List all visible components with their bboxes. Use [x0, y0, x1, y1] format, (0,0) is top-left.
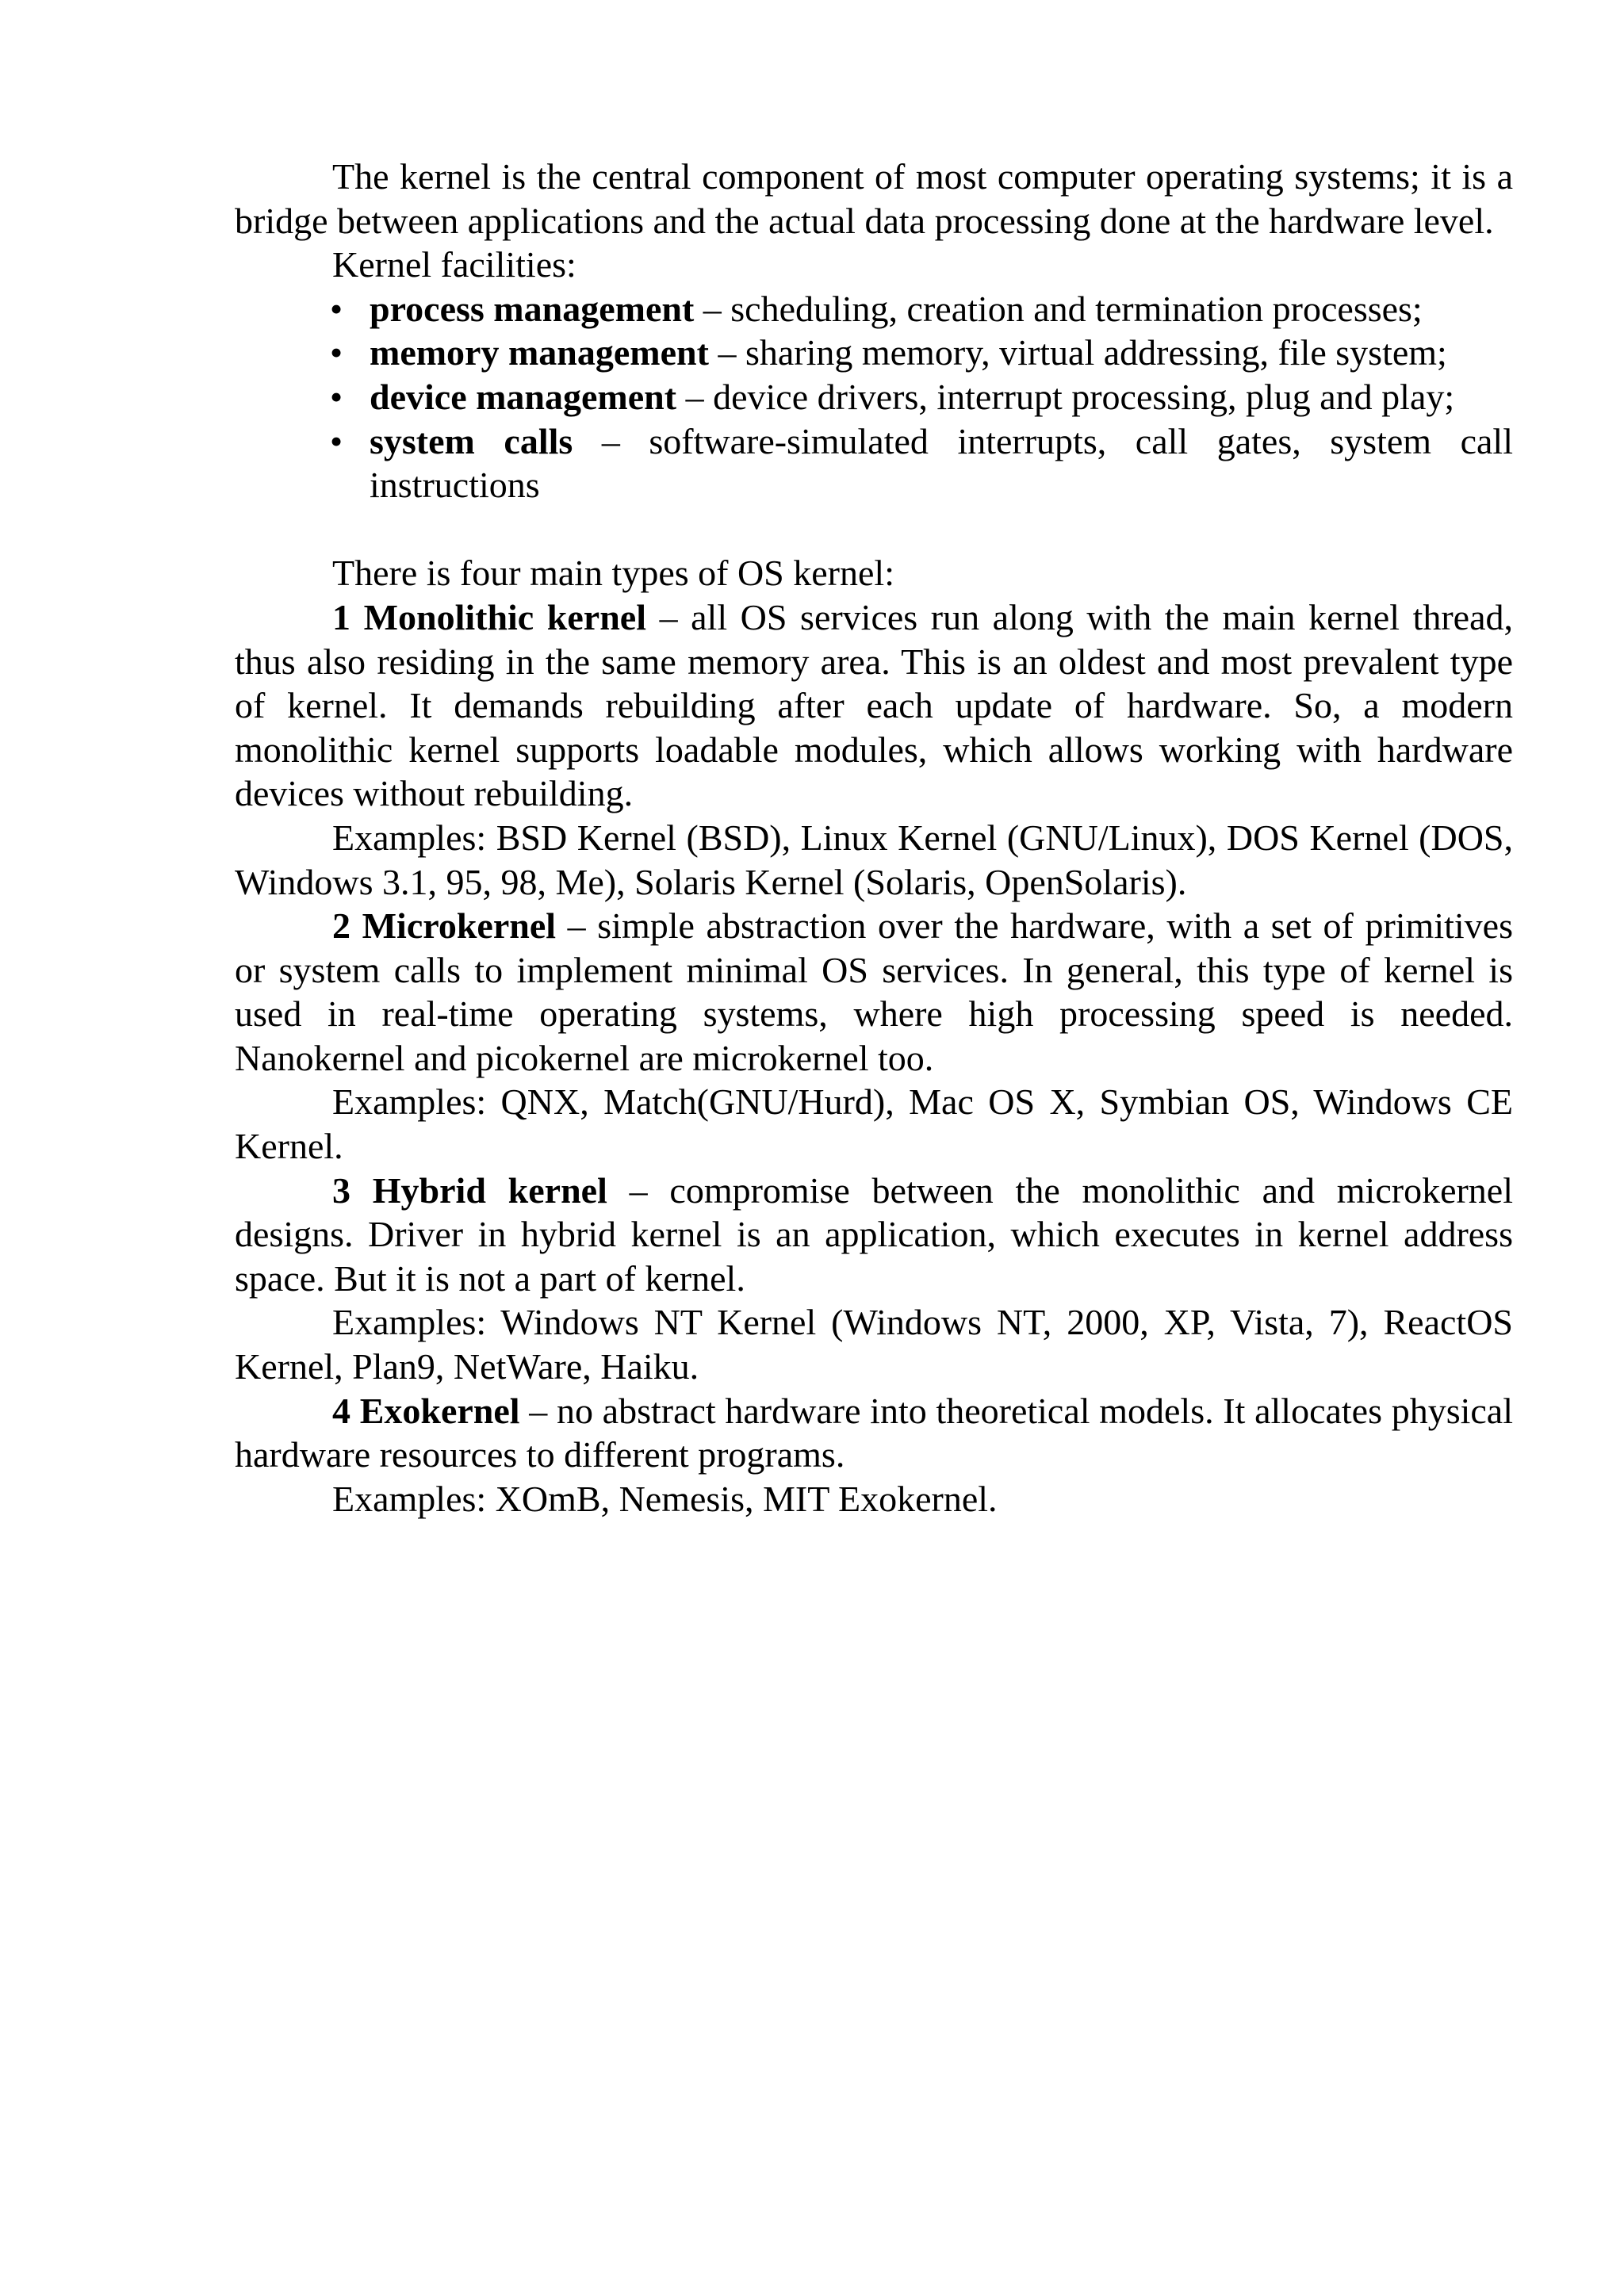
- types-heading: There is four main types of OS kernel:: [332, 553, 894, 594]
- kernel-desc: – simple abstraction over the hardware, with a set of primitives or system calls to implement minimal OS services. In general, this type of kernel is used in real-time operating systems, where high processing speed is needed. Nanokernel and picokernel are microkernel too.: [235, 905, 1513, 1078]
- intro-paragraph: The kernel is the central component of most computer operating systems; it is a bridge between applications and the actual data processing done at the hardware level.: [235, 156, 1513, 241]
- kernel-examples: Examples: XOmB, Nemesis, MIT Exokernel.: [332, 1478, 998, 1519]
- kernel-term: 4 Exokernel: [332, 1390, 520, 1431]
- kernel-desc: – all OS services run along with the main kernel thread, thus also residing in the same memory area. This is an oldest and most prevalent type of kernel. It demands rebuilding after each update of hardware. So, a modern monolithic kernel supports loadable modules, which allows working with hardware devices without rebuilding.: [235, 596, 1513, 814]
- facility-term: process management: [370, 288, 695, 329]
- document-page: [235, 155, 1513, 1521]
- kernel-type-microkernel: [235, 904, 1513, 1080]
- section-spacer: [235, 507, 1513, 552]
- bullet-icon: •: [330, 288, 343, 329]
- kernel-term: 2 Microkernel: [332, 905, 557, 947]
- kernel-type-exokernel: [235, 1389, 1513, 1477]
- kernel-term: 1 Monolithic kernel: [332, 596, 646, 637]
- facility-term: device management: [370, 376, 677, 417]
- kernel-type-hybrid: [235, 1169, 1513, 1301]
- list-item: [330, 419, 1513, 507]
- bullet-icon: •: [330, 420, 343, 461]
- kernel-type-monolithic: [235, 595, 1513, 816]
- facility-desc: – scheduling, creation and termination processes;: [694, 288, 1423, 329]
- bullet-icon: •: [330, 332, 343, 373]
- facility-desc: – device drivers, interrupt processing, plug and play;: [676, 376, 1455, 417]
- facilities-list: [235, 287, 1513, 507]
- kernel-desc: – no abstract hardware into theoretical models. It allocates physical hardware resources to different programs.: [235, 1390, 1513, 1475]
- list-item: [330, 375, 1513, 419]
- kernel-examples: Examples: QNX, Match(GNU/Hurd), Mac OS X, Symbian OS, Windows CE Kernel.: [235, 1081, 1513, 1167]
- kernel-desc: – compromise between the monolithic and microkernel designs. Driver in hybrid kernel is an application, which executes in kernel address space. But it is not a part of kernel.: [235, 1169, 1514, 1299]
- facility-desc: – sharing memory, virtual addressing, file system;: [708, 332, 1447, 373]
- kernel-examples: Examples: BSD Kernel (BSD), Linux Kernel (GNU/Linux), DOS Kernel (DOS, Windows 3.1, 95, 98, Me), Solaris Kernel (Solaris, OpenSolaris).: [235, 817, 1513, 902]
- kernel-term: 3 Hybrid kernel: [332, 1169, 607, 1211]
- facilities-heading: Kernel facilities:: [332, 244, 576, 285]
- bullet-icon: •: [330, 376, 343, 417]
- facility-desc: – software-simulated interrupts, call gates, system call instructions: [370, 420, 1513, 506]
- facility-term: system calls: [370, 420, 573, 461]
- list-item: [330, 287, 1513, 331]
- list-item: [330, 331, 1513, 375]
- facility-term: memory management: [370, 332, 709, 373]
- kernel-examples: Examples: Windows NT Kernel (Windows NT, 2000, XP, Vista, 7), ReactOS Kernel, Plan9, NetWare, Haiku.: [235, 1302, 1513, 1387]
